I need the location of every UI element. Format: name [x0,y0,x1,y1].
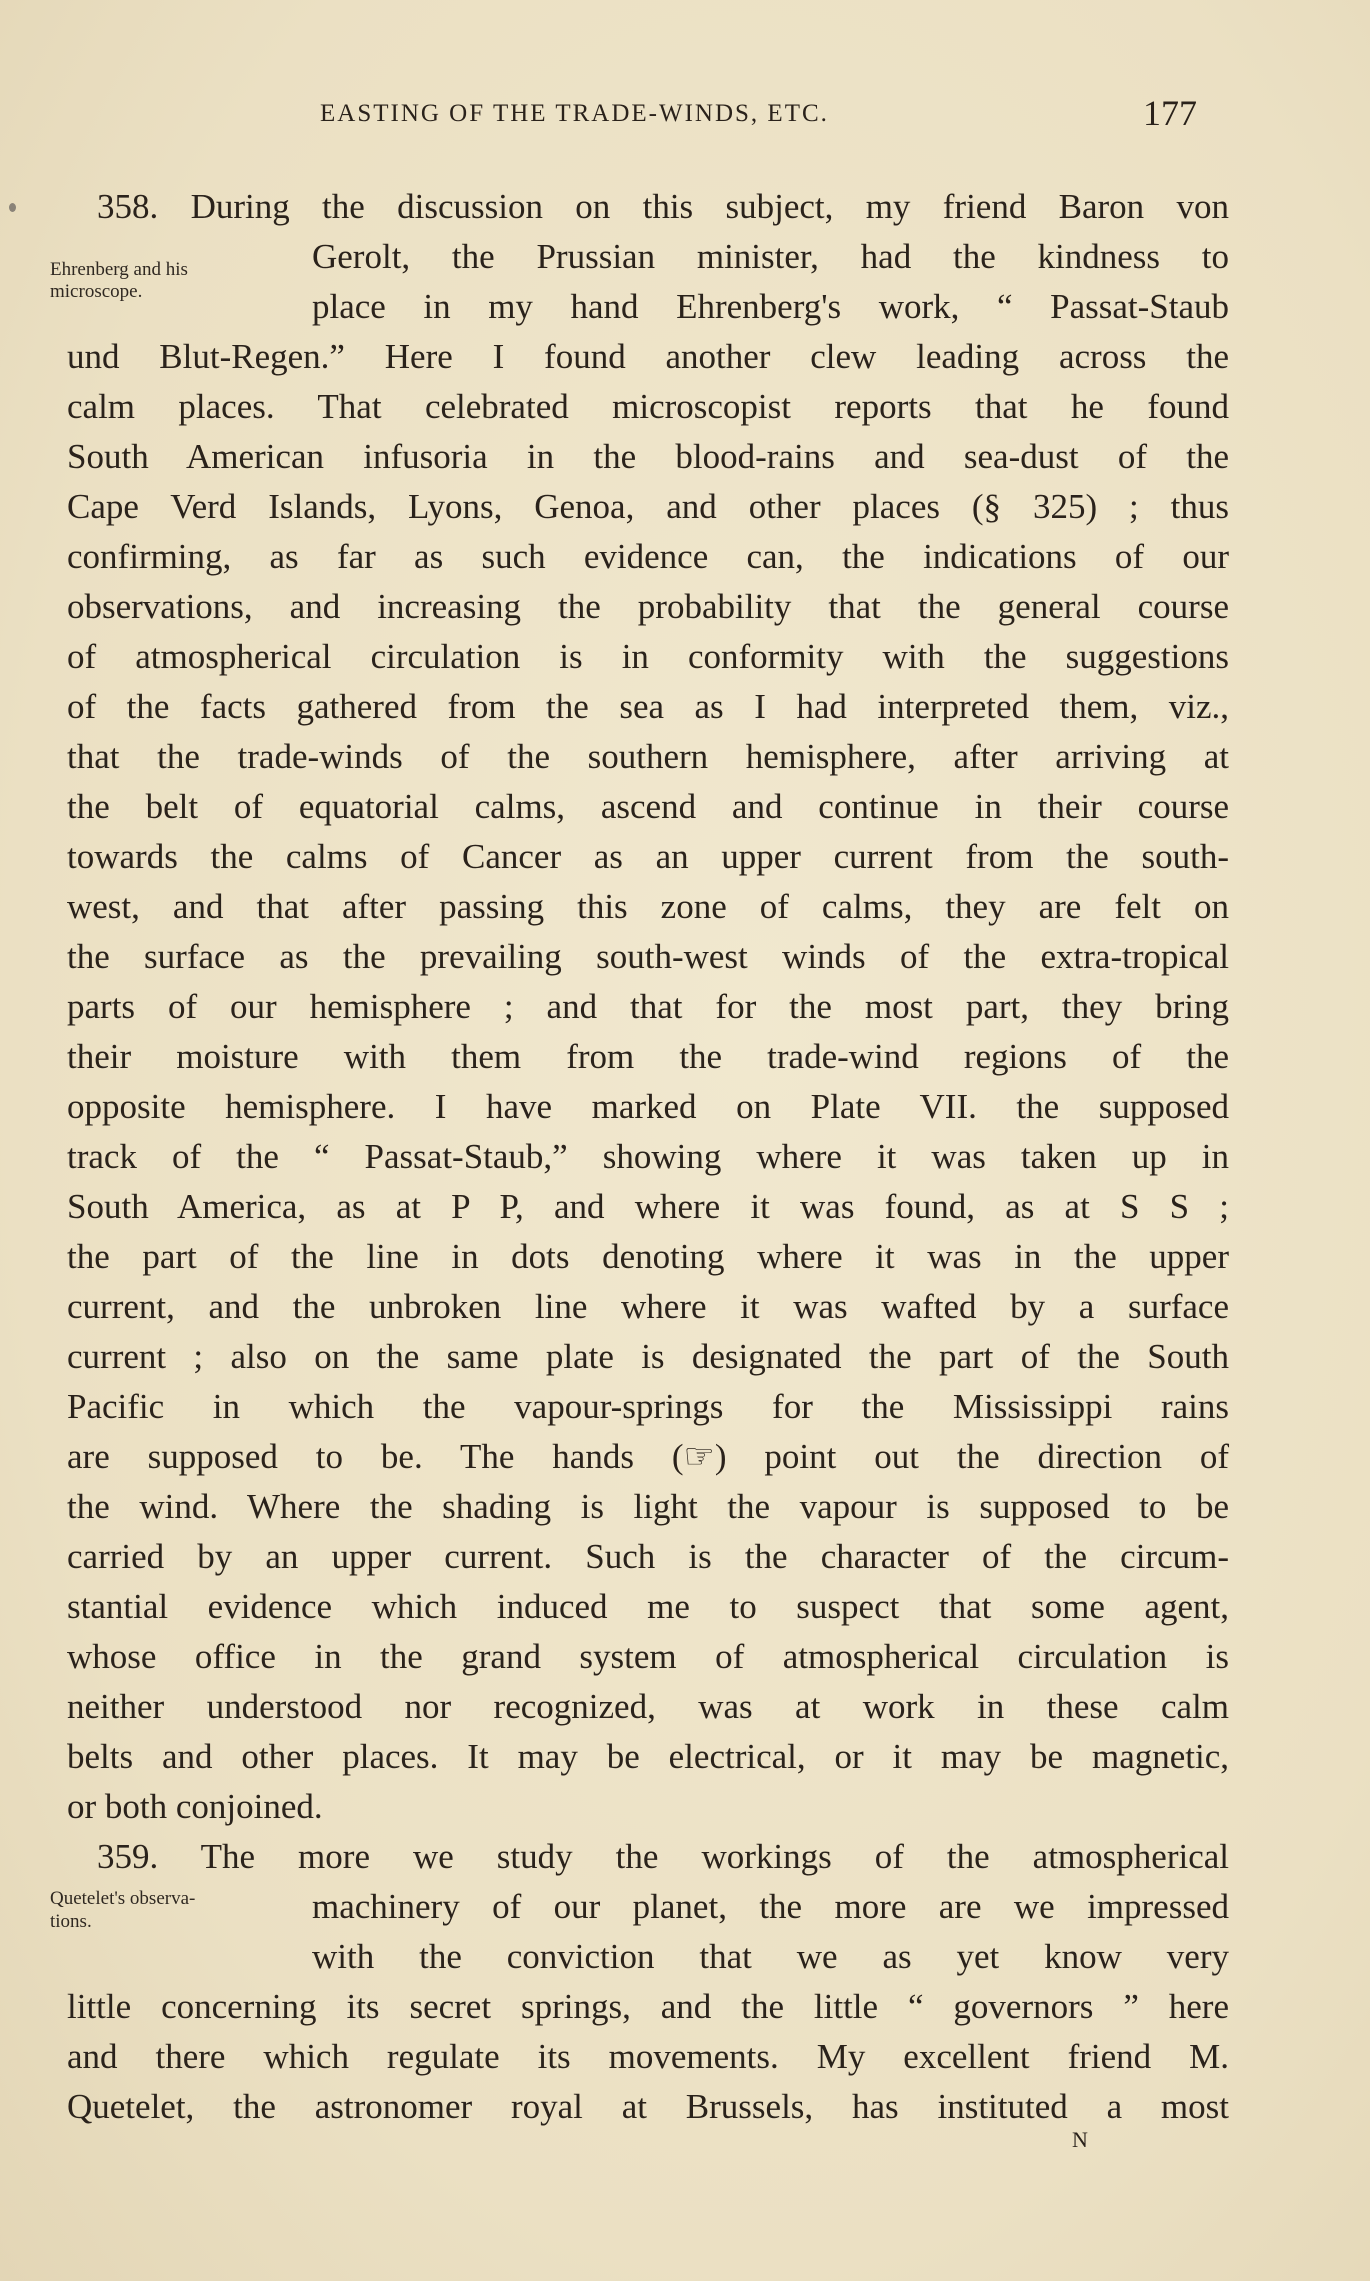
text-line: calm places. That celebrated microscopist reports that he found [67,387,1229,426]
text-line: their moisture with them from the trade-wind regions of the [67,1037,1229,1076]
text-line: the wind. Where the shading is light the vapour is supposed to be [67,1487,1229,1526]
text-line: current ; also on the same plate is designated the part of the South [67,1337,1229,1376]
running-head: EASTING OF THE TRADE-WINDS, ETC. [320,100,829,127]
text-line: track of the “ Passat-Staub,” showing where it was taken up in [67,1137,1229,1176]
text-line: place in my hand Ehrenberg's work, “ Passat-Staub [312,287,1229,326]
text-line: and there which regulate its movements. My excellent friend M. [67,2037,1229,2076]
text-line: whose office in the grand system of atmospherical circulation is [67,1637,1229,1676]
text-line: confirming, as far as such evidence can, the indications of our [67,537,1229,576]
sidenote-ehrenberg-1: Ehrenberg and his [50,259,188,280]
text-line: towards the calms of Cancer as an upper current from the south- [67,837,1229,876]
text-line: Quetelet, the astronomer royal at Brussels, has instituted a most [67,2087,1229,2126]
text-line: that the trade-winds of the southern hemisphere, after arriving at [67,737,1229,776]
text-line: neither understood nor recognized, was at work in these calm [67,1687,1229,1726]
text-line: current, and the unbroken line where it was wafted by a surface [67,1287,1229,1326]
text-line: the surface as the prevailing south-west winds of the extra-tropical [67,937,1229,976]
signature-mark: N [1072,2127,1089,2152]
text-line: the part of the line in dots denoting where it was in the upper [67,1237,1229,1276]
text-line: west, and that after passing this zone of calms, they are felt on [67,887,1229,926]
text-line: little concerning its secret springs, and the little “ governors ” here [67,1987,1229,2026]
text-line: carried by an upper current. Such is the character of the circum- [67,1537,1229,1576]
text-line: with the conviction that we as yet know very [312,1937,1229,1976]
text-line: 358. During the discussion on this subject, my friend Baron von [97,187,1229,226]
text-line: observations, and increasing the probability that the general course [67,587,1229,626]
text-line: of atmospherical circulation is in conformity with the suggestions [67,637,1229,676]
text-line: belts and other places. It may be electrical, or it may be magnetic, [67,1737,1229,1776]
page-number: 177 [1143,93,1197,133]
text-line: stantial evidence which induced me to suspect that some agent, [67,1587,1229,1626]
text-line: or both conjoined. [67,1787,323,1826]
text-line: Pacific in which the vapour-springs for the Mississippi rains [67,1387,1229,1426]
sidenote-quetelet-2: tions. [50,1911,92,1932]
margin-mark [9,203,16,212]
text-line: the belt of equatorial calms, ascend and continue in their course [67,787,1229,826]
text-line: parts of our hemisphere ; and that for the most part, they bring [67,987,1229,1026]
text-line: Gerolt, the Prussian minister, had the kindness to [312,237,1229,276]
sidenote-ehrenberg-2: microscope. [50,281,143,302]
text-line: are supposed to be. The hands (☞) point out the direction of [67,1437,1229,1476]
text-line: of the facts gathered from the sea as I had interpreted them, viz., [67,687,1229,726]
text-line: opposite hemisphere. I have marked on Plate VII. the supposed [67,1087,1229,1126]
text-line: South American infusoria in the blood-rains and sea-dust of the [67,437,1229,476]
text-line: 359. The more we study the workings of the atmospherical [97,1837,1229,1876]
text-line: Cape Verd Islands, Lyons, Genoa, and other places (§ 325) ; thus [67,487,1229,526]
text-line: machinery of our planet, the more are we impressed [312,1887,1229,1926]
sidenote-quetelet-1: Quetelet's observa- [50,1888,196,1909]
text-line: und Blut-Regen.” Here I found another clew leading across the [67,337,1229,376]
text-line: South America, as at P P, and where it was found, as at S S ; [67,1187,1229,1226]
